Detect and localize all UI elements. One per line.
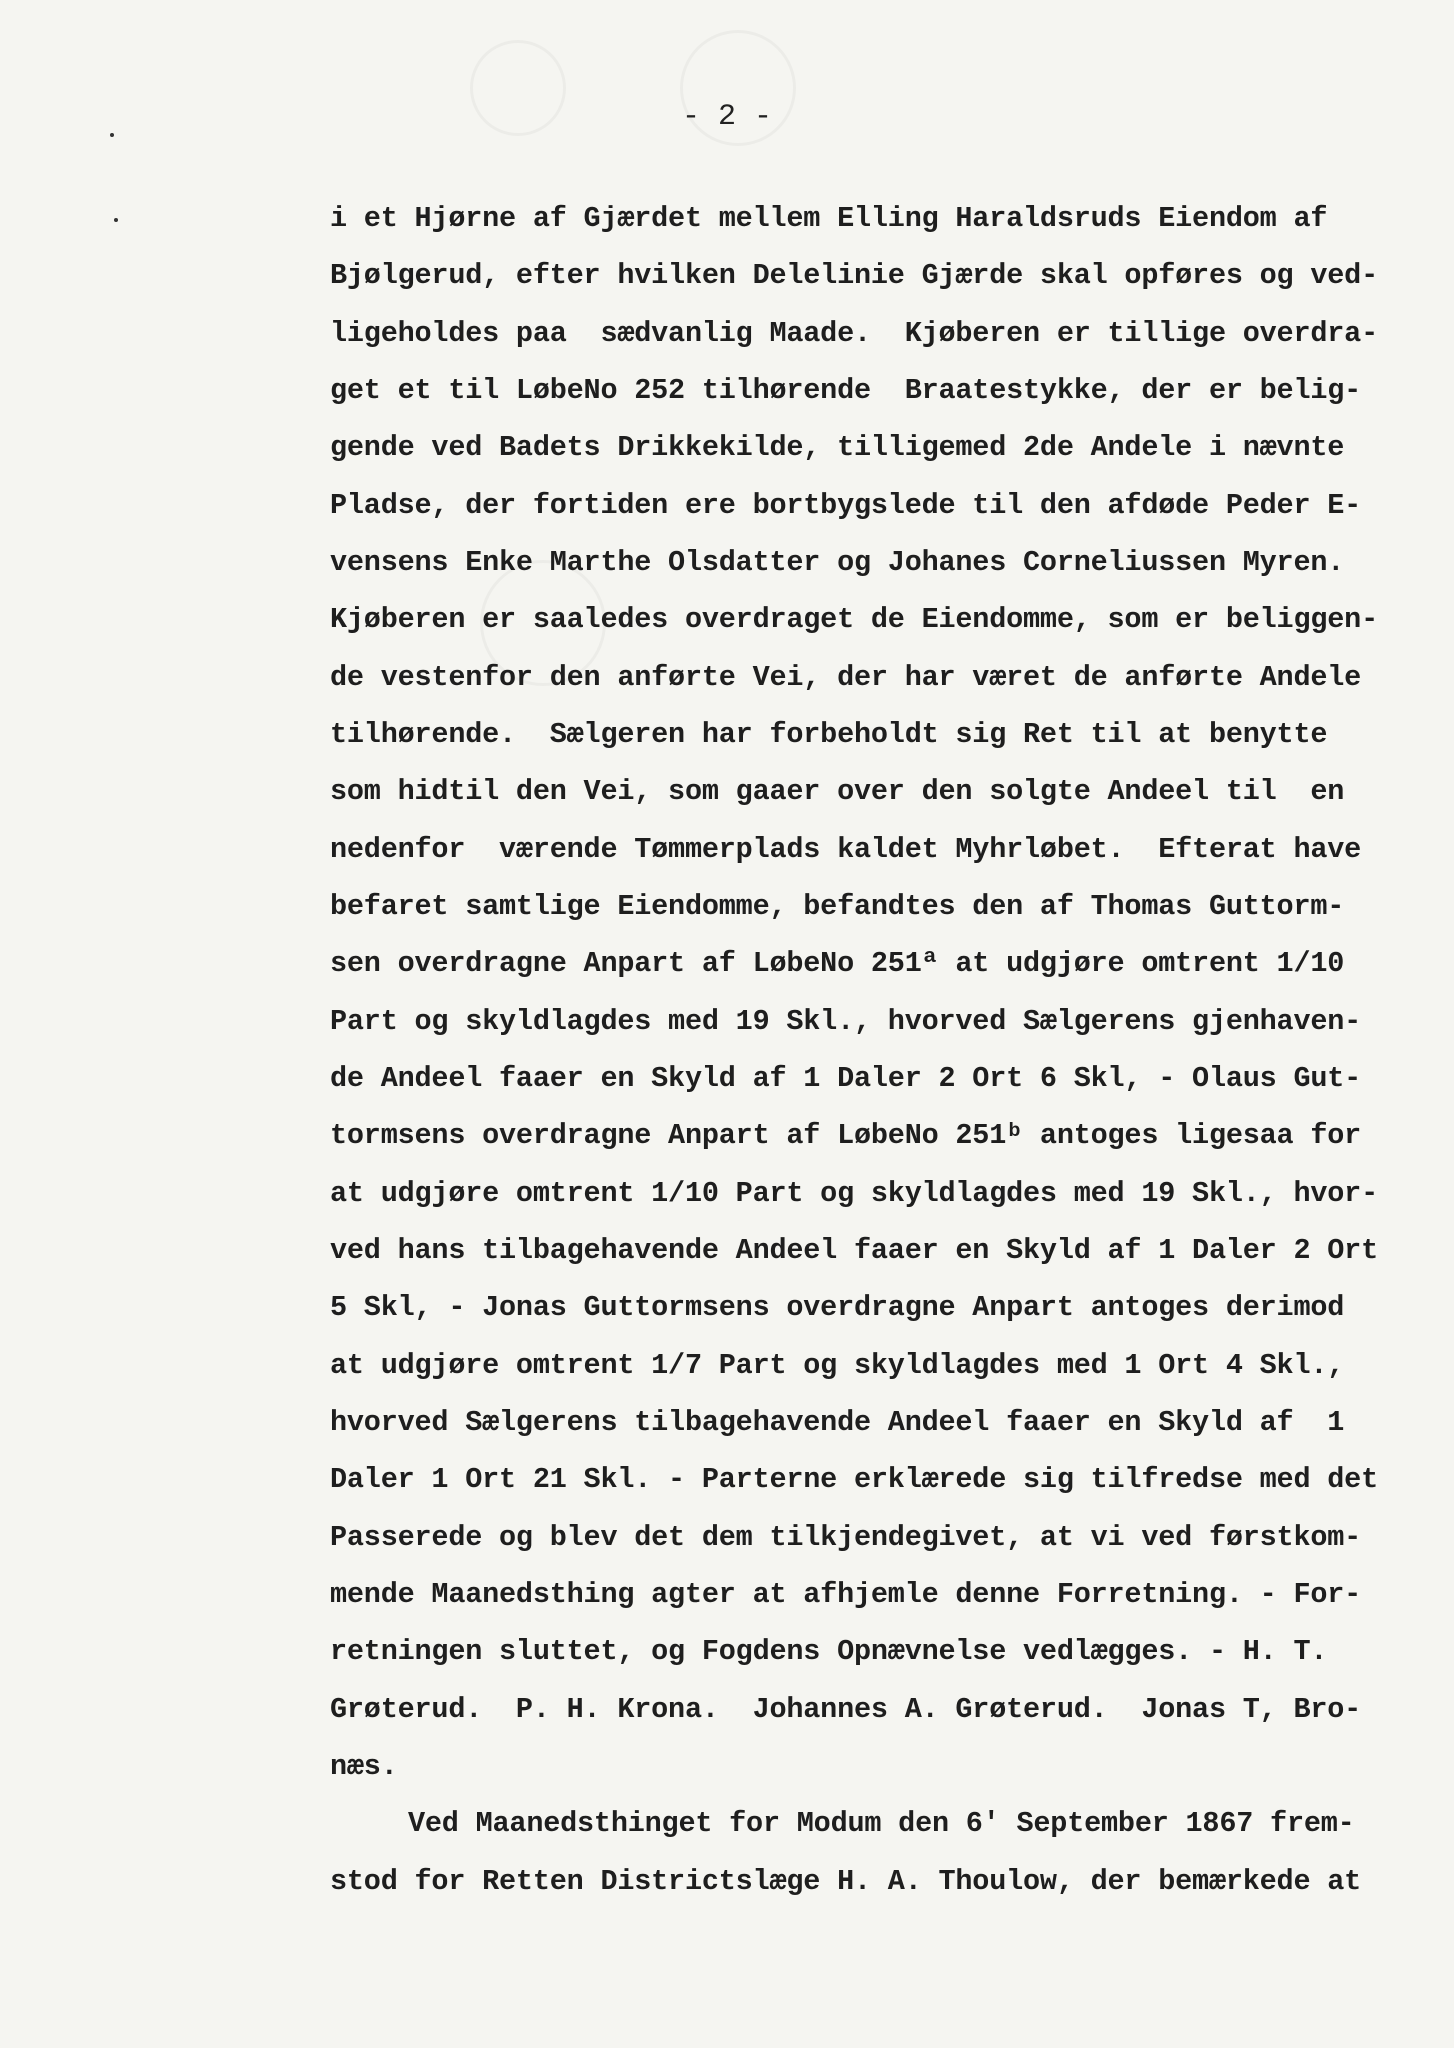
text-line: ligeholdes paa sædvanlig Maade. Kjøberen er tillige overdra-	[330, 317, 1378, 350]
text-line: vensens Enke Marthe Olsdatter og Johanes Corneliussen Myren.	[330, 546, 1345, 579]
text-line: get et til LøbeNo 252 tilhørende Braatestykke, der er belig-	[330, 374, 1362, 407]
text-line: Bjølgerud, efter hvilken Delelinie Gjærde skal opføres og ved-	[330, 259, 1378, 292]
text-line: tormsens overdragne Anpart af LøbeNo 251ᵇ antoges ligesaa for	[330, 1119, 1362, 1152]
text-line: nedenfor værende Tømmerplads kaldet Myhrløbet. Efterat have	[330, 833, 1362, 866]
page-number: - 2 -	[681, 100, 772, 134]
text-line: ved hans tilbagehavende Andeel faaer en Skyld af 1 Daler 2 Ort	[330, 1234, 1378, 1267]
text-line: at udgjøre omtrent 1/10 Part og skyldlagdes med 19 Skl., hvor-	[330, 1177, 1378, 1210]
margin-mark	[114, 218, 118, 222]
text-line: Daler 1 Ort 21 Skl. - Parterne erklærede sig tilfredse med det	[330, 1463, 1378, 1496]
text-line: de vestenfor den anførte Vei, der har været de anførte Andele	[330, 661, 1362, 694]
text-line: sen overdragne Anpart af LøbeNo 251ª at udgjøre omtrent 1/10	[330, 947, 1345, 980]
text-line: hvorved Sælgerens tilbagehavende Andeel faaer en Skyld af 1	[330, 1406, 1345, 1439]
text-line: som hidtil den Vei, som gaaer over den solgte Andeel til en	[330, 775, 1345, 808]
text-line: Kjøberen er saaledes overdraget de Eiendomme, som er beliggen-	[330, 603, 1378, 636]
text-line: næs.	[330, 1750, 398, 1783]
text-line: befaret samtlige Eiendomme, befandtes den af Thomas Guttorm-	[330, 890, 1345, 923]
text-line: at udgjøre omtrent 1/7 Part og skyldlagdes med 1 Ort 4 Skl.,	[330, 1349, 1345, 1382]
text-line: 5 Skl, - Jonas Guttormsens overdragne Anpart antoges derimod	[330, 1291, 1345, 1324]
text-line: retningen sluttet, og Fogdens Opnævnelse vedlægges. - H. T.	[330, 1635, 1328, 1668]
text-line: i et Hjørne af Gjærdet mellem Elling Haraldsruds Eiendom af	[330, 202, 1328, 235]
text-line: Passerede og blev det dem tilkjendegivet, at vi ved førstkom-	[330, 1521, 1362, 1554]
text-line: Pladse, der fortiden ere bortbygslede til den afdøde Peder E-	[330, 489, 1362, 522]
text-line: mende Maanedsthing agter at afhjemle denne Forretning. - For-	[330, 1578, 1362, 1611]
text-line: de Andeel faaer en Skyld af 1 Daler 2 Ort 6 Skl, - Olaus Gut-	[330, 1062, 1362, 1095]
text-line: gende ved Badets Drikkekilde, tilligemed 2de Andele i nævnte	[330, 431, 1345, 464]
text-line: Part og skyldlagdes med 19 Skl., hvorved Sælgerens gjenhaven-	[330, 1005, 1362, 1038]
text-line: stod for Retten Districtslæge H. A. Thoulow, der bemærkede at	[330, 1865, 1362, 1898]
text-line: Grøterud. P. H. Krona. Johannes A. Grøterud. Jonas T, Bro-	[330, 1693, 1362, 1726]
text-line: tilhørende. Sælgeren har forbeholdt sig Ret til at benytte	[330, 718, 1328, 751]
paragraph-start-line: Ved Maanedsthinget for Modum den 6' September 1867 frem-	[408, 1807, 1355, 1840]
